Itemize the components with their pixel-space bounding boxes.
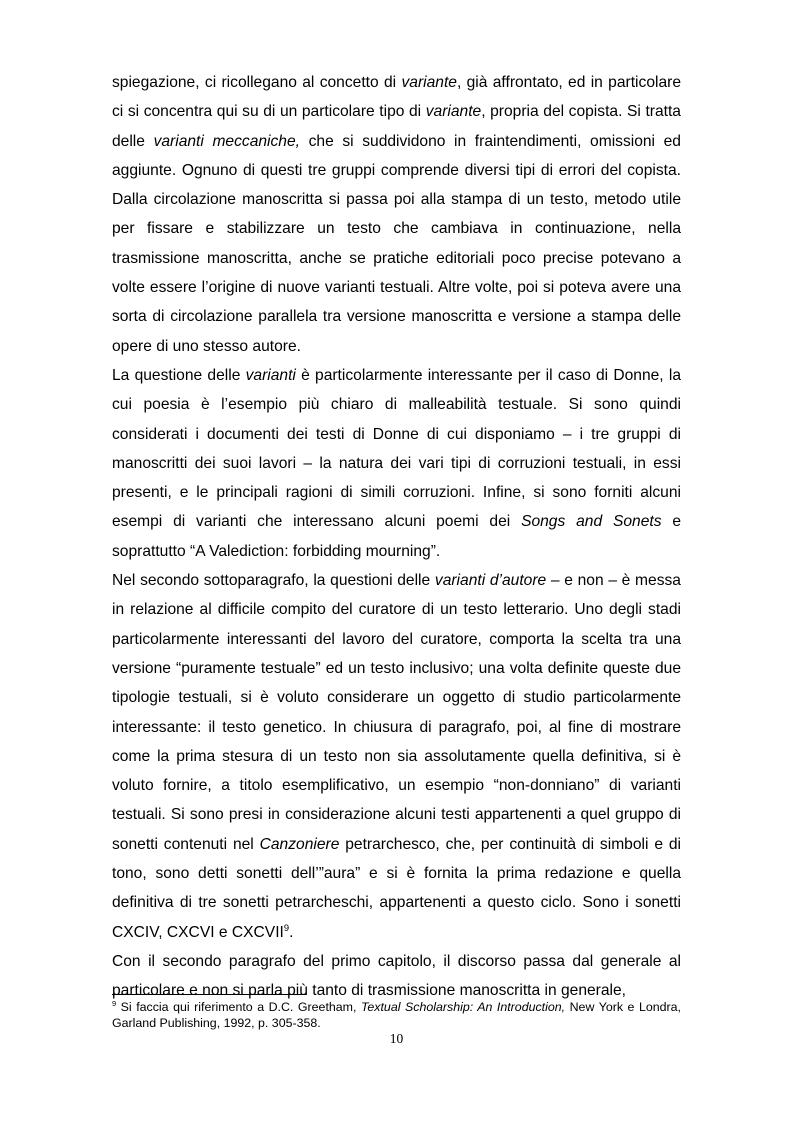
italic-text: varianti — [245, 366, 296, 384]
page-number: 10 — [389, 1031, 404, 1046]
text-run: , propria del copista. Si tratta delle — [112, 103, 681, 150]
footnote-marker: 9 — [283, 922, 290, 933]
text-run: – e non – è messa in relazione al difficile compito del curatore di un testo letterario. Uno degli stadi particolarmente interessanti del lavoro del curatore, comporta la scelta tra una versione “puramente testuale” ed un testo inclusivo; una volta definite queste due tipologie testuali, si è voluto considerare un oggetto di studio particolarmente interessante: il testo genetico. In chiusura di paragrafo, poi, al fine di mostrare come la prima stesura di un testo non sia assolutamente quella definitiva, si è voluto fornire, a titolo esemplificativo, un esempio “non-donniano” di varianti testuali. Si sono presi in considerazione alcuni testi appartenenti a quel gruppo di sonetti contenuti nel — [112, 572, 681, 853]
footnote — [112, 999, 681, 1031]
text-run: Nel secondo sottoparagrafo, la questioni delle — [112, 572, 435, 590]
footnote-marker: 9 — [112, 998, 117, 1008]
page-body — [112, 68, 681, 1006]
footnote-divider — [112, 994, 306, 995]
italic-text: variante — [425, 103, 482, 121]
paragraph — [112, 68, 681, 361]
italic-text: Songs and Sonets — [521, 513, 662, 531]
text-run: . — [289, 923, 294, 941]
italic-text: varianti meccaniche, — [153, 132, 300, 150]
text-run: è particolarmente interessante per il caso di Donne, la cui poesia è l’esempio più chiaro di malleabilità testuale. Si sono quindi considerati i documenti dei testi di Donne di cui disponiamo – i tre gruppi di manoscritti dei suoi lavori – la natura dei vari tipi di corruzioni testuali, in essi presenti, e le principali ragioni di simili corruzioni. Infine, si sono forniti alcuni esempi di varianti che interessano alcuni poemi dei — [112, 366, 681, 531]
paragraph — [112, 947, 681, 1006]
text-run: petrarchesco, che, per continuità di simboli e di tono, sono detti sonetti dell’”aura” e si è fornita la prima redazione e quella definitiva di tre sonetti petrarcheschi, appartenenti a questo ciclo. Sono i sonetti CXCIV, CXCVI e CXCVII — [112, 835, 681, 941]
italic-text: Textual Scholarship: An Introduction, — [360, 1000, 566, 1014]
paragraph — [112, 566, 681, 947]
main-text — [112, 68, 681, 1006]
italic-text: variante — [401, 74, 457, 91]
paragraph — [112, 361, 681, 566]
text-run: Si faccia qui riferimento a D.C. Greetham, — [116, 1000, 361, 1014]
text-run: e soprattutto “A Valediction: forbidding mourning”. — [112, 513, 681, 560]
text-run: New York e Londra, Garland Publishing, 1992, p. 305-358. — [112, 1000, 681, 1030]
text-run: Con il secondo paragrafo del primo capitolo, il discorso passa dal generale al particolare e non si parla più tanto di trasmissione manoscritta in generale, — [112, 952, 681, 1000]
text-run: spiegazione, ci ricollegano al concetto di — [112, 74, 402, 91]
text-run: , già affrontato, ed in particolare ci si concentra qui su di un particolare tipo di — [112, 74, 681, 121]
text-run: La questione delle — [112, 366, 246, 384]
italic-text: Canzoniere — [259, 835, 340, 853]
italic-text: varianti d’autore — [434, 572, 547, 590]
text-run: che si suddividono in fraintendimenti, omissioni ed aggiunte. Ognuno di questi tre gruppi comprende diversi tipi di errori del copista. Dalla circolazione manoscritta si passa poi alla stampa di un testo, metodo utile per fissare e stabilizzare un testo che cambiava in continuazione, nella trasmissione manoscritta, anche se pratiche editoriali poco precise potevano a volte essere l’origine di nuove varianti testuali. Altre volte, poi si poteva avere una sorta di circolazione parallela tra versione manoscritta e versione a stampa delle opere di uno stesso autore. — [112, 132, 681, 355]
